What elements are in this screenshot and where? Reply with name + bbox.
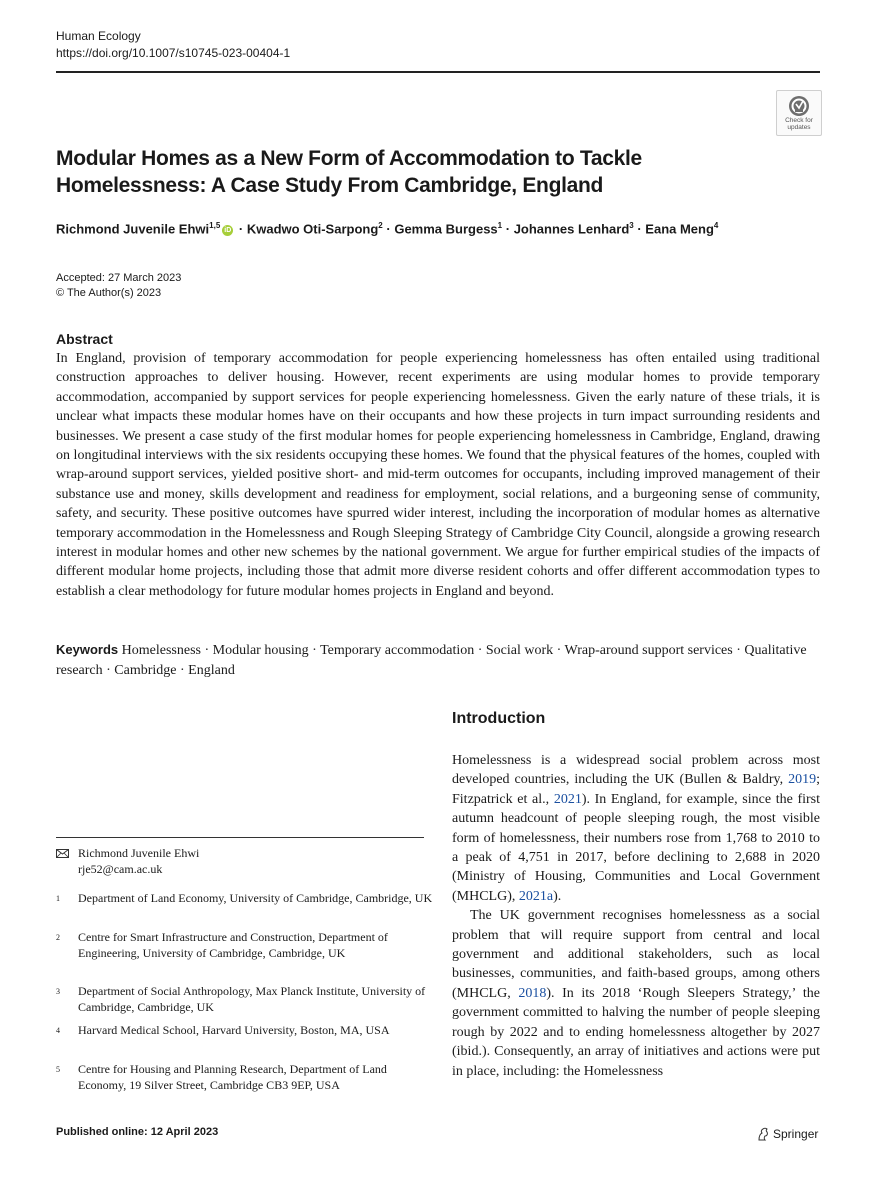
author-separator: · [505,221,514,237]
affiliation-text: Department of Social Anthropology, Max Planck Institute, University of Cambridge, Cambridge, UK [78,984,426,1014]
published-date: Published online: 12 April 2023 [56,1126,219,1138]
check-for-updates-icon [788,95,810,117]
intro-text: ). In England, for example, since the first autumn headcount of people sleeping rough, the most visible form of homelessness, their numbers rose from 1,768 to 2010 to a peak of 4,751 in 2017, before declining to 2,688 in 2020 (Ministry of Housing, Communities and Local Government (MHCLG), [452,791,820,904]
author-name[interactable]: Johannes Lenhard [513,221,630,237]
journal-header [56,28,290,62]
affiliation-item [56,930,436,961]
citation-link[interactable]: 2018 [518,985,547,1001]
affiliation-text: Centre for Housing and Planning Research, Department of Land Economy, 19 Silver Street, Cambridge CB3 9EP, USA [78,1062,387,1092]
author-list [56,221,836,236]
affiliation-number: 5 [56,1065,60,1074]
author-separator: · [238,221,247,237]
badge-line-1: Check for [785,117,813,124]
corresponding-email[interactable]: rje52@cam.ac.uk [78,861,163,876]
email-icon [56,849,69,858]
header-rule [56,71,820,73]
intro-text: ). In its 2018 ‘Rough Sleepers Strategy,’ the government committed to halving the number of people sleeping rough by 2022 and to ending homelessness altogether by 2027 (ibid.). Consequently, an array of initiatives and actions were put in place, including: the Homelessness [452,985,820,1079]
author-name[interactable]: Richmond Juvenile Ehwi [56,221,210,237]
author-affiliation-mark: 2 [378,221,383,230]
check-for-updates-badge[interactable] [776,90,822,136]
article-dates [56,271,181,301]
journal-name: Human Ecology [56,29,141,43]
affiliation-number: 4 [56,1026,60,1035]
affiliation-text: Harvard Medical School, Harvard University, Boston, MA, USA [78,1023,390,1037]
intro-paragraph-2 [452,906,820,1081]
article-title: Modular Homes as a New Form of Accommodation to Tackle Homelessness: A Case Study From Cambridge, England [56,147,642,197]
introduction-body [452,751,820,1081]
intro-text: ; Fitzpatrick et al., [452,772,820,807]
intro-text: Homelessness is a widespread social problem across most developed countries, including the UK (Bullen & Baldry, [452,753,820,788]
author-separator: · [637,221,646,237]
keywords-label: Keywords [56,642,119,657]
intro-text: ). [553,888,562,904]
publisher-logo [756,1127,818,1141]
author-affiliation-mark: 1,5 [209,221,221,230]
author-affiliation-mark: 3 [629,221,634,230]
introduction-heading: Introduction [452,710,546,727]
abstract-text: In England, provision of temporary accommodation for people experiencing homelessness has often entailed using traditional construction approaches to deliver housing. However, recent experiments are using modular homes to provide temporary accommodation, accompanied by support services for people experiencing homelessness. Given the early nature of these trials, it is unclear what impacts these modular homes have on their occupants and how these projects in turn impact surrounding residents and businesses. We present a case study of the first modular homes for people experiencing homelessness in Cambridge, England, drawing on longitudinal interviews with the six residents occupying these homes. We found that the physical features of the homes, coupled with wrap-around support services, yielded positive short- and mid-term outcomes for occupants, including improved management of their substance use and money, skills development and readiness for employment, social relations, and a burgeoning sense of community, safety, and security. These positive outcomes have spurred wider interest, including the incorporation of modular homes as alternative temporary accommodation in the Homelessness and Rough Sleeping Strategy of Cambridge City Council, alongside a growing research interest in modular homes and other new schemes by the national government. We argue for further empirical studies of the impacts of different modular home projects, including those that admit more diverse resident cohorts and offer different accommodation types to establish a clear methodology for future modular homes projects in England and beyond. [56,351,820,599]
affiliation-number: 3 [56,987,60,996]
keywords-list: Homelessness · Modular housing · Temporary accommodation · Social work · Wrap-around support services · Qualitative research · Cambridge · England [56,643,807,678]
citation-link[interactable]: 2019 [788,772,817,788]
orcid-icon[interactable]: iD [224,227,232,235]
accepted-date: Accepted: 27 March 2023 [56,272,182,284]
affiliation-item [56,1062,436,1093]
keywords [56,640,816,681]
abstract-heading: Abstract [56,331,113,347]
author-affiliation-mark: 1 [497,221,503,230]
intro-paragraph-1 [452,751,820,906]
author-affiliation-mark: 4 [713,221,719,230]
citation-link[interactable]: 2021a [518,888,554,904]
affiliation-number: 2 [56,933,60,942]
affiliation-text: Department of Land Economy, University of Cambridge, Cambridge, UK [78,891,433,905]
doi-link[interactable]: https://doi.org/10.1007/s10745-023-00404-1 [56,46,291,60]
corresponding-author [56,846,436,877]
author-name[interactable]: Kwadwo Oti-Sarpong [246,221,379,237]
author-name[interactable]: Gemma Burgess [394,221,498,237]
badge-line-2: updates [787,124,811,131]
citation-link[interactable]: 2021 [553,791,582,807]
affiliation-item [56,891,436,907]
intro-text: The UK government recognises homelessness as a social problem that will require support from central and local government and additional stakeholders, such as local businesses, communities, and faith-based groups, among others (MHCLG, [452,908,820,1001]
footnote-rule [56,837,424,838]
author-separator: · [386,221,395,237]
author-name[interactable]: Eana Meng [645,221,714,237]
springer-horse-icon [756,1127,770,1141]
affiliation-item [56,984,436,1015]
affiliation-item [56,1023,436,1039]
copyright-line: © The Author(s) 2023 [56,287,162,299]
corresponding-name: Richmond Juvenile Ehwi [78,846,200,860]
affiliation-number: 1 [56,894,60,903]
publisher-name: Springer [773,1127,819,1141]
affiliation-text: Centre for Smart Infrastructure and Construction, Department of Engineering, University of Cambridge, Cambridge, UK [78,930,388,960]
